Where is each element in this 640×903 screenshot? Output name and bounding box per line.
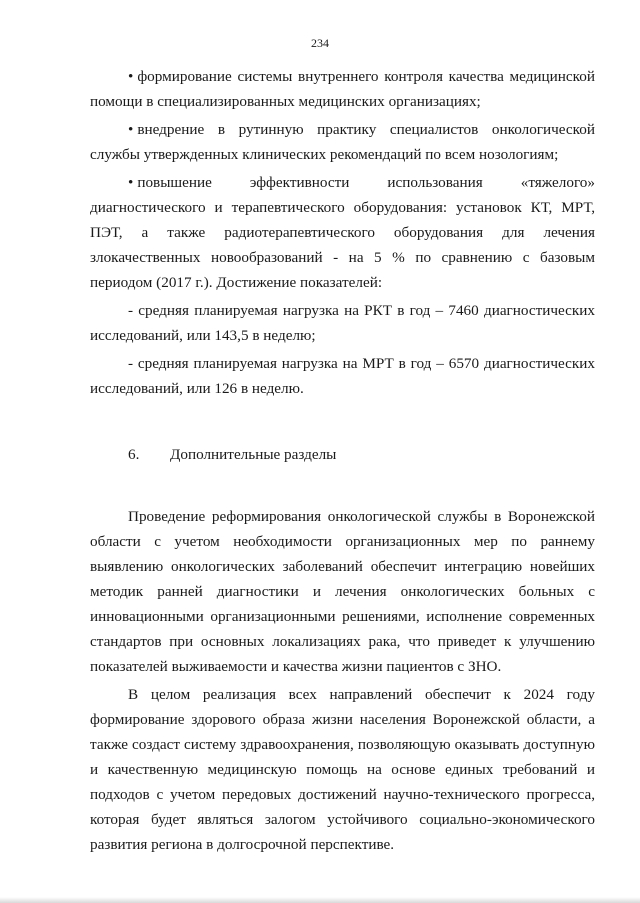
- document-body: [90, 64, 595, 860]
- dash-item: - средняя планируемая нагрузка на РКТ в год – 7460 диагностических исследований, или 143,5 в неделю;: [90, 302, 595, 344]
- bullet-dot-icon: •: [128, 68, 134, 85]
- dash-item: - средняя планируемая нагрузка на МРТ в год – 6570 диагностических исследований, или 126 в неделю.: [90, 355, 595, 397]
- bullet-dot-icon: •: [128, 121, 134, 138]
- bullet-text: формирование системы внутреннего контроля качества медицинской помощи в специализированных медицинских организациях;: [90, 68, 595, 110]
- bullet-item: [90, 117, 595, 167]
- bullet-item: [90, 170, 595, 295]
- bullet-text: повышение эффективности использования «тяжелого» диагностического и терапевтического оборудования: установок КТ, МРТ, ПЭТ, а также радиотерапевтического оборудования для лечения злокачественных новообразований - на 5 % по сравнению с базовым периодом (2017 г.). Достижение показателей:: [90, 174, 595, 291]
- scan-edge: [0, 897, 640, 903]
- page-number: 234: [311, 36, 329, 50]
- body-paragraph: Проведение реформирования онкологической службы в Воронежской области с учетом необходимости организационных мер по раннему выявлению онкологических заболеваний обеспечит интеграцию новейших методик ранней диагностики и лечения онкологических больных с инновационными организационными решениями, исполнение современных стандартов при основных локализациях рака, что приведет к улучшению показателей выживаемости и качества жизни пациентов с ЗНО.: [90, 508, 595, 675]
- bullet-item: [90, 64, 595, 114]
- section-number: 6.: [128, 446, 140, 463]
- body-paragraph: В целом реализация всех направлений обеспечит к 2024 году формирование здорового образа жизни населения Воронежской области, а также создаст систему здравоохранения, позволяющую оказывать доступную и качественную медицинскую помощь на основе единых требований и подходов с учетом передовых достижений научно-технического прогресса, которая будет являться залогом устойчивого социально-экономического развития региона в долгосрочной перспективе.: [90, 686, 595, 853]
- section-title: Дополнительные разделы: [170, 446, 337, 463]
- bullet-dot-icon: •: [128, 174, 134, 191]
- bullet-text: внедрение в рутинную практику специалистов онкологической службы утвержденных клинических рекомендаций по всем нозологиям;: [90, 121, 595, 163]
- section-heading: [90, 442, 595, 467]
